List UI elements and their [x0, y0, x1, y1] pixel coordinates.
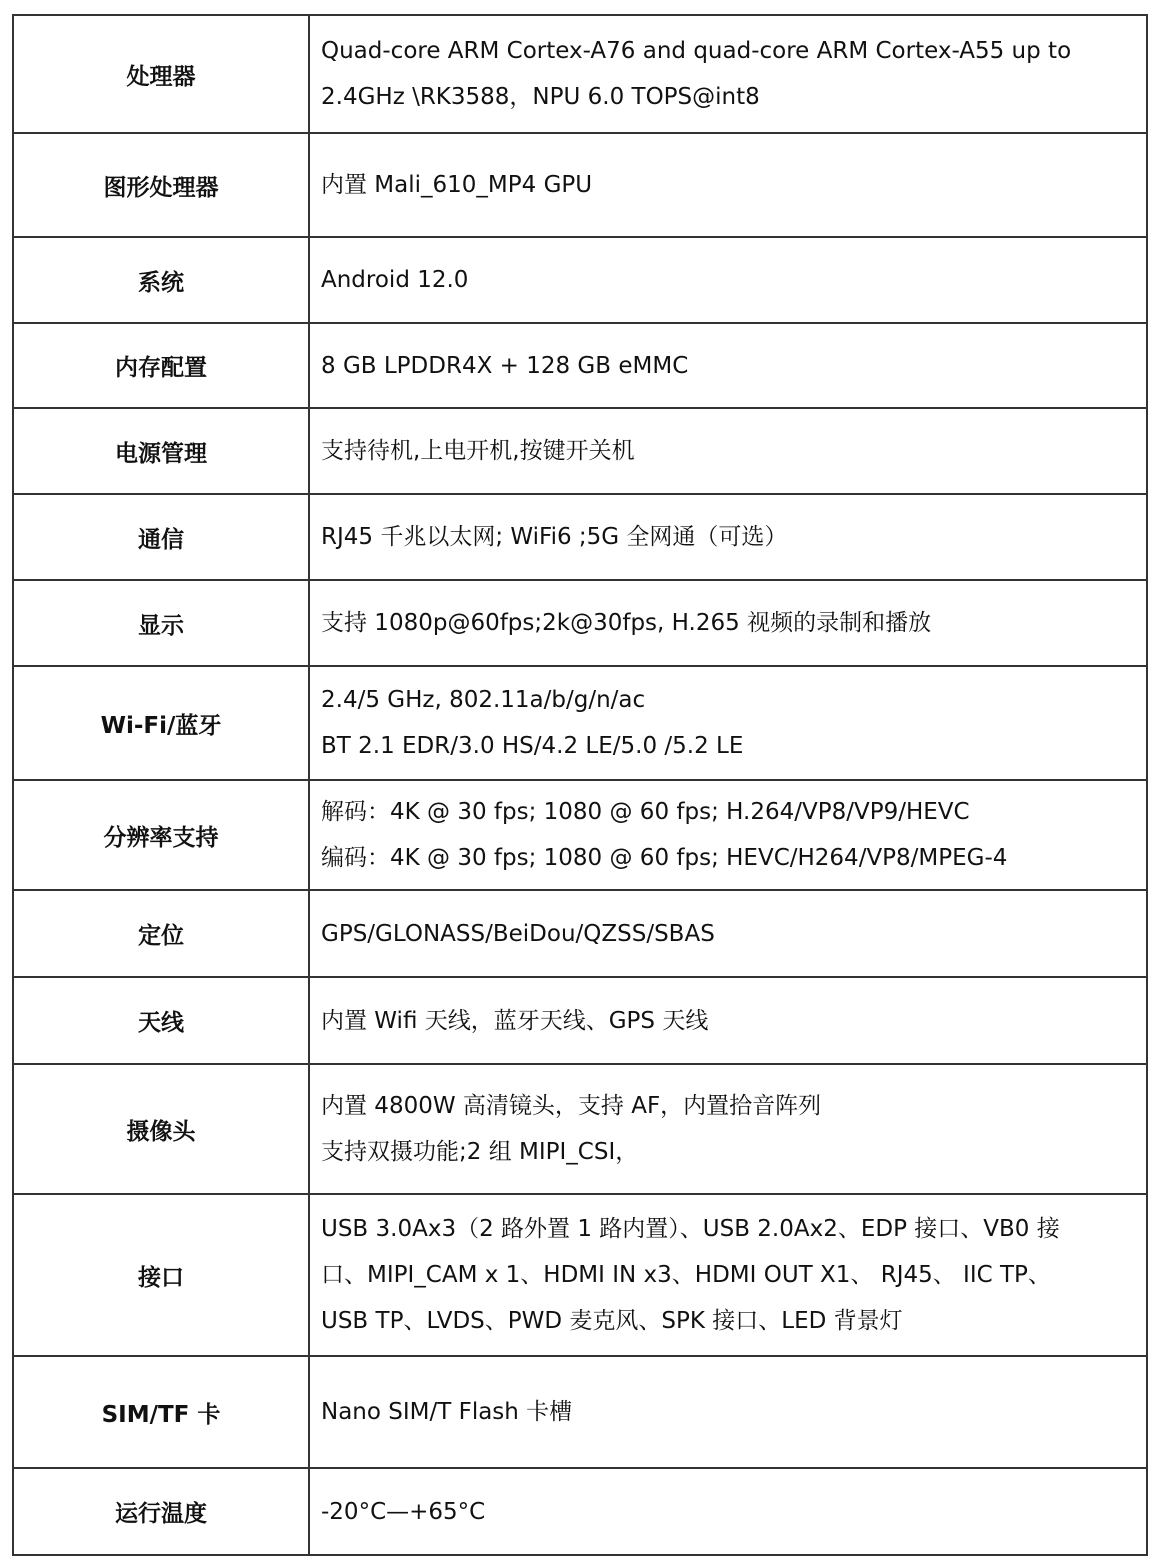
spec-label: 图形处理器 — [13, 133, 309, 237]
spec-value — [309, 15, 1147, 133]
spec-value-line: GPS/GLONASS/BeiDou/QZSS/SBAS — [321, 920, 715, 947]
spec-value-line: USB TP、LVDS、PWD 麦克风、SPK 接口、LED 背景灯 — [321, 1308, 903, 1334]
spec-value — [309, 666, 1147, 780]
spec-label: 内存配置 — [13, 323, 309, 408]
spec-value-line: 内置 Wifi 天线，蓝牙天线、GPS 天线 — [321, 1007, 709, 1034]
spec-row — [13, 580, 1147, 666]
spec-value-line: 支持待机,上电开机,按键开关机 — [321, 438, 635, 464]
spec-value — [309, 133, 1147, 237]
spec-value-line: 编码：4K @ 30 fps; 1080 @ 60 fps; HEVC/H264/VP8/MPEG-4 — [321, 845, 1008, 871]
spec-value-line: BT 2.1 EDR/3.0 HS/4.2 LE/5.0 /5.2 LE — [321, 733, 744, 759]
spec-value-line: Android 12.0 — [321, 267, 469, 293]
spec-row — [13, 1194, 1147, 1356]
spec-value — [309, 494, 1147, 580]
spec-value-line: 内置 Mali_610_MP4 GPU — [321, 172, 593, 198]
spec-row — [13, 666, 1147, 780]
spec-row — [13, 890, 1147, 977]
spec-label: 通信 — [13, 494, 309, 580]
spec-row — [13, 1468, 1147, 1555]
spec-label: 天线 — [13, 977, 309, 1064]
spec-table — [12, 14, 1148, 1556]
spec-row — [13, 15, 1147, 133]
spec-value — [309, 1468, 1147, 1555]
spec-value-line: Quad-core ARM Cortex-A76 and quad-core ARM Cortex-A55 up to — [321, 38, 1072, 64]
spec-row — [13, 1064, 1147, 1194]
spec-value-line: 支持 1080p@60fps;2k@30fps, H.265 视频的录制和播放 — [321, 610, 932, 636]
spec-row — [13, 133, 1147, 237]
spec-row — [13, 323, 1147, 408]
spec-value-line: 内置 4800W 高清镜头，支持 AF，内置拾音阵列 — [321, 1093, 822, 1119]
spec-value — [309, 890, 1147, 977]
spec-value-line: RJ45 千兆以太网; WiFi6 ;5G 全网通（可选） — [321, 524, 788, 550]
spec-row — [13, 408, 1147, 494]
spec-value-line: USB 3.0Ax3（2 路外置 1 路内置）、USB 2.0Ax2、EDP 接口、VB0 接 — [321, 1216, 1060, 1242]
spec-value-line: 2.4/5 GHz, 802.11a/b/g/n/ac — [321, 687, 646, 713]
spec-label: 运行温度 — [13, 1468, 309, 1555]
spec-label: Wi-Fi/蓝牙 — [13, 666, 309, 780]
spec-sheet — [12, 14, 1148, 1555]
spec-value-line: 解码：4K @ 30 fps; 1080 @ 60 fps; H.264/VP8/VP9/HEVC — [321, 799, 970, 825]
spec-value — [309, 580, 1147, 666]
spec-value-line: -20°C—+65°C — [321, 1498, 486, 1525]
spec-label: 分辨率支持 — [13, 780, 309, 890]
spec-label: 电源管理 — [13, 408, 309, 494]
spec-label: 显示 — [13, 580, 309, 666]
spec-row — [13, 977, 1147, 1064]
spec-label: 系统 — [13, 237, 309, 323]
spec-row — [13, 780, 1147, 890]
spec-row — [13, 494, 1147, 580]
spec-value-line: 8 GB LPDDR4X + 128 GB eMMC — [321, 352, 689, 379]
spec-value-line: Nano SIM/T Flash 卡槽 — [321, 1399, 573, 1425]
spec-row — [13, 237, 1147, 323]
spec-value — [309, 408, 1147, 494]
spec-value — [309, 237, 1147, 323]
spec-value-line: 支持双摄功能;2 组 MIPI_CSI， — [321, 1139, 639, 1165]
spec-label: 接口 — [13, 1194, 309, 1356]
spec-value — [309, 323, 1147, 408]
spec-label: SIM/TF 卡 — [13, 1356, 309, 1468]
spec-label: 处理器 — [13, 15, 309, 133]
spec-value — [309, 1356, 1147, 1468]
spec-value — [309, 977, 1147, 1064]
spec-value — [309, 1064, 1147, 1194]
spec-label: 摄像头 — [13, 1064, 309, 1194]
spec-value — [309, 780, 1147, 890]
spec-value-line: 口、MIPI_CAM x 1、HDMI IN x3、HDMI OUT X1、 RJ45、 IIC TP、 — [321, 1262, 1051, 1288]
spec-row — [13, 1356, 1147, 1468]
spec-value-line: 2.4GHz \RK3588，NPU 6.0 TOPS@int8 — [321, 84, 760, 110]
spec-value — [309, 1194, 1147, 1356]
spec-label: 定位 — [13, 890, 309, 977]
